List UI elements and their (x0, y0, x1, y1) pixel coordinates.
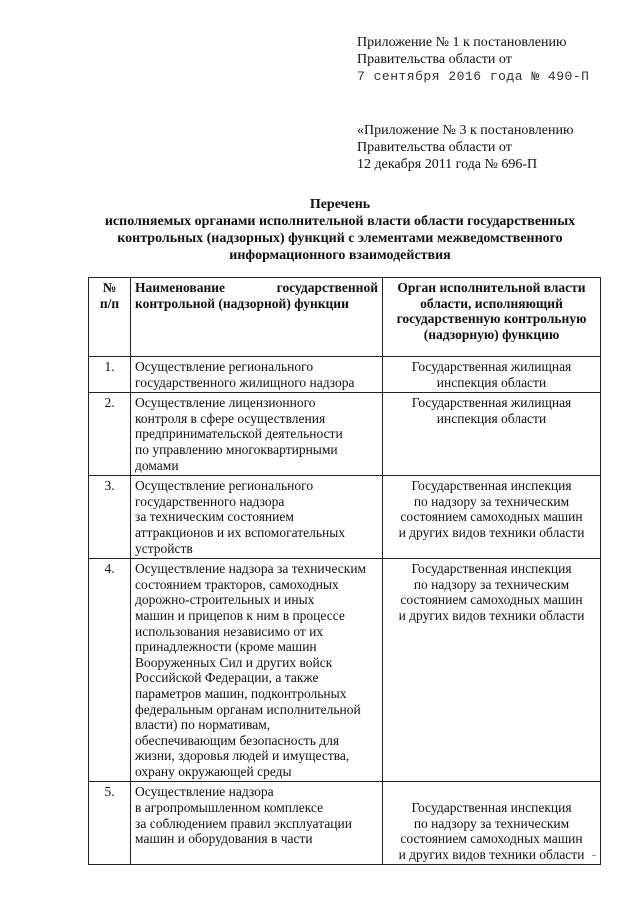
executive-body-line: состоянием самоходных машин (400, 592, 583, 608)
function-name-line: Осуществление регионального (135, 478, 314, 494)
function-name-line: Осуществление надзора (135, 784, 274, 800)
title-line-3: контрольных (надзорных) функций с элементами межведомственного (117, 231, 563, 246)
executive-body-line: Государственная инспекция (411, 478, 572, 494)
document-title (70, 196, 610, 264)
function-name-line: домами (135, 457, 179, 473)
table-header-row (89, 278, 601, 357)
table-row (89, 476, 601, 559)
table-row (89, 782, 601, 865)
header-executive-body: Орган исполнительной власти области, исполняющий государственную контрольную (надзорную) функцию (383, 278, 601, 357)
function-name-line: государственного жилищного надзора (135, 374, 355, 390)
executive-body-line (387, 784, 596, 800)
function-name-line: жизни, здоровья людей и имущества, (135, 748, 350, 764)
function-name-line: Вооруженных Сил и других войск (135, 654, 333, 670)
approval-line-1: Приложение № 1 к постановлению (357, 35, 567, 50)
approval-date-typed: 7 сентября 2016 года № 490-П (357, 69, 590, 84)
approval-line-2: Правительства области от (357, 52, 512, 67)
table-row (89, 357, 601, 393)
function-name-line: предпринимательской деятельности (135, 426, 343, 442)
executive-body-cell (383, 559, 601, 782)
function-name-line: аттракционов и их вспомогательных (135, 524, 346, 540)
header-number: № п/п (89, 278, 131, 357)
original-line-1: «Приложение № 3 к постановлению (357, 123, 574, 138)
row-number: 3. (89, 476, 131, 559)
table-row (89, 559, 601, 782)
executive-body-line: Государственная жилищная (411, 359, 572, 374)
function-name-line: Осуществление лицензионного (135, 395, 316, 411)
function-name-line: Осуществление надзора за техническим (135, 561, 367, 577)
executive-body-line: по надзору за техническим (413, 493, 570, 509)
function-name-cell (131, 782, 383, 865)
executive-body-cell (383, 476, 601, 559)
functions-table (88, 277, 601, 865)
function-name-line: за соблюдением правил эксплуатации (135, 815, 352, 831)
function-name-line: Российской Федерации, а также (135, 670, 319, 686)
function-name-line: федеральным органам исполнительной (135, 701, 361, 717)
executive-body-line: по надзору за техническим (413, 815, 570, 831)
function-name-cell (131, 357, 383, 393)
row-number: 2. (89, 393, 131, 476)
function-name-cell (131, 393, 383, 476)
function-name-line: машин и прицепов к ним в процессе (135, 607, 345, 623)
executive-body-line: и других видов техники области (398, 524, 585, 540)
executive-body-line: состоянием самоходных машин (400, 831, 583, 847)
executive-body-line: состоянием самоходных машин (400, 509, 583, 525)
table-row (89, 393, 601, 476)
function-name-line: параметров машин, подконтрольных (135, 685, 347, 701)
function-name-line: по управлению многоквартирными (135, 441, 338, 457)
function-name-line: обеспечивающим безопасность для (135, 732, 340, 748)
executive-body-line: и других видов техники области (398, 846, 585, 862)
function-name-line: устройств (135, 540, 193, 556)
function-name-line: использования независимо от их (135, 623, 324, 639)
original-line-2: Правительства области от (357, 140, 512, 155)
row-number: 5. (89, 782, 131, 865)
executive-body-line: по надзору за техническим (413, 576, 570, 592)
function-name-line: в агропромышленном комплексе (135, 800, 324, 816)
original-line-3: 12 декабря 2011 года № 696-П (357, 157, 538, 172)
function-name-line: охрану окружающей среды (135, 763, 292, 779)
function-name-line: власти) по нормативам, (135, 717, 271, 733)
header-function-name: Наименование государственной контрольной (надзорной) функции (131, 278, 383, 357)
function-name-line: машин и оборудования в части (135, 831, 313, 847)
executive-body-line: инспекция области (436, 410, 547, 426)
executive-body-line: инспекция области (436, 374, 547, 390)
function-name-line: контроля в сфере осуществления (135, 410, 326, 426)
title-line-4: информационного взаимодействия (229, 248, 451, 263)
function-name-line: состоянием тракторов, самоходных (135, 576, 339, 592)
executive-body-cell (383, 393, 601, 476)
executive-body-line: Государственная жилищная (411, 395, 572, 411)
executive-body-line: и других видов техники области (398, 607, 585, 623)
approval-header (357, 34, 589, 85)
function-name-cell (131, 476, 383, 559)
function-name-line: государственного надзора (135, 493, 285, 509)
executive-body-cell (383, 357, 601, 393)
function-name-line: дорожно-строительных и иных (135, 592, 315, 608)
row-number: 1. (89, 357, 131, 393)
function-name-line: Осуществление регионального (135, 359, 314, 374)
original-appendix-header (357, 122, 573, 173)
executive-body-line: Государственная инспекция (411, 800, 572, 816)
row-number: 4. (89, 559, 131, 782)
function-name-cell (131, 559, 383, 782)
title-line-1: Перечень (309, 197, 371, 212)
page-mark (592, 855, 596, 856)
executive-body-line: Государственная инспекция (411, 561, 572, 577)
function-name-line: за техническим состоянием (135, 509, 294, 525)
executive-body-cell (383, 782, 601, 865)
function-name-line: принадлежности (кроме машин (135, 639, 317, 655)
title-line-2: исполняемых органами исполнительной власти области государственных (104, 214, 576, 229)
